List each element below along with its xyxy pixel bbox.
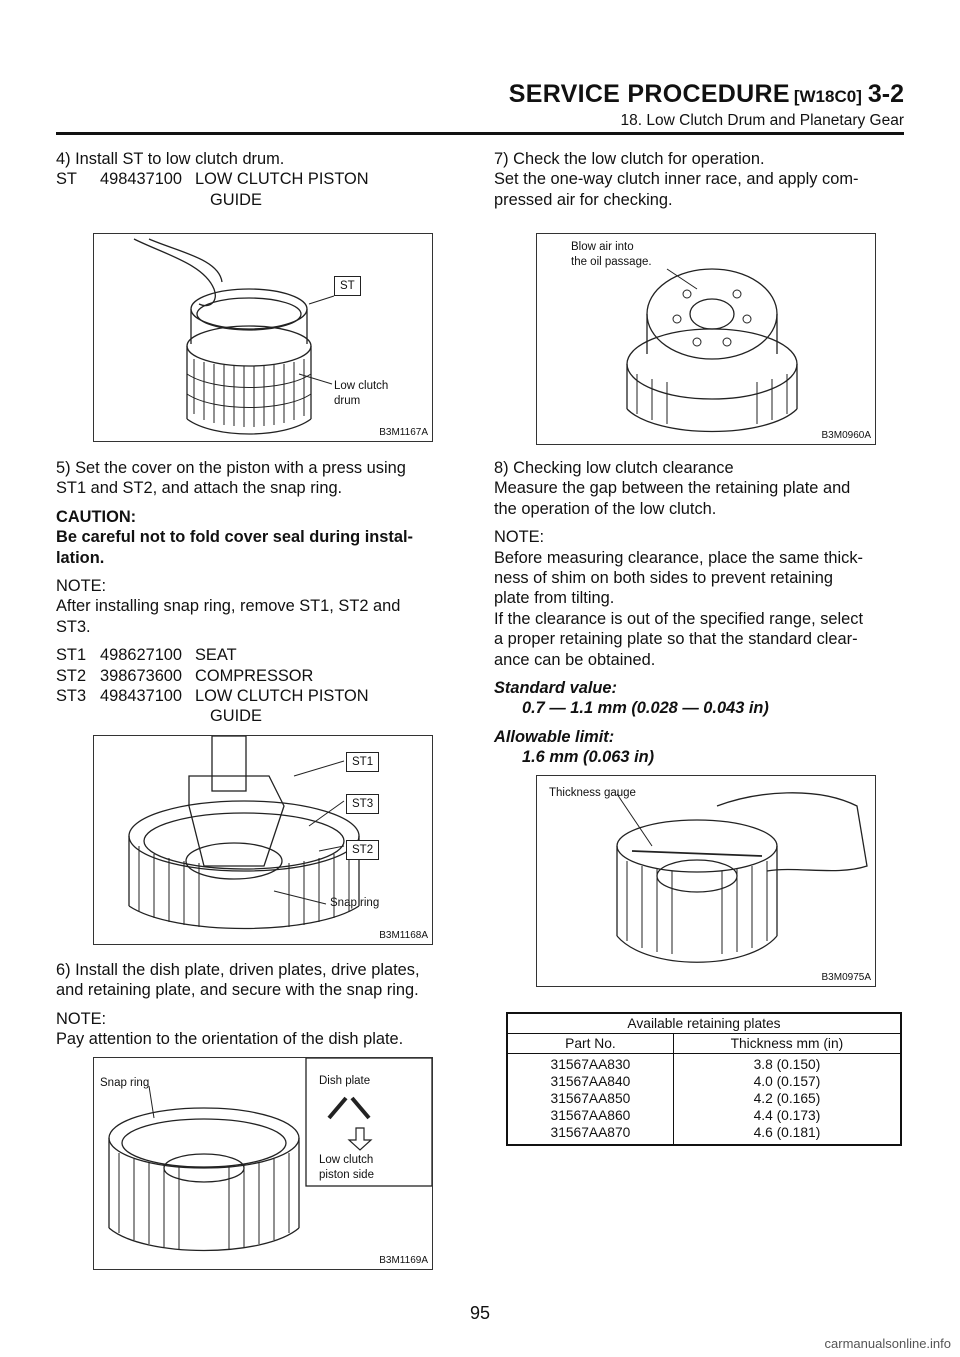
- caution-line1: Be careful not to fold cover seal during instal-: [56, 528, 414, 547]
- callout-st2: ST2: [346, 840, 379, 860]
- tool-id: ST1: [56, 646, 87, 665]
- tool-name-cont: GUIDE: [210, 190, 262, 209]
- note-line2: ST3.: [56, 617, 91, 636]
- standard-value-label: Standard value:: [494, 679, 617, 698]
- step8-line2: Measure the gap between the retaining plate and: [494, 479, 851, 498]
- tool-name-cont: GUIDE: [210, 707, 262, 726]
- callout-thickness-gauge: Thickness gauge: [549, 787, 636, 799]
- figure-dish-plate: [93, 1057, 433, 1270]
- tool-name: SEAT: [195, 646, 237, 665]
- figure-air-check: [536, 233, 876, 445]
- table-thickness-cell: 3.8 (0.150) 4.0 (0.157) 4.2 (0.165) 4.4 (0.173) 4.6 (0.181): [753, 1057, 821, 1140]
- callout-drum-2: drum: [334, 395, 361, 407]
- note-line1: Pay attention to the orientation of the dish plate.: [56, 1030, 404, 1049]
- step5-line1: 5) Set the cover on the piston with a press using: [56, 459, 406, 477]
- tool-id: ST2: [56, 666, 87, 685]
- table-caption: Available retaining plates: [507, 1013, 901, 1034]
- step5-line2: ST1 and ST2, and attach the snap ring.: [56, 479, 343, 498]
- note-line4: If the clearance is out of the specified range, select: [494, 609, 864, 628]
- step6-line1: 6) Install the dish plate, driven plates, drive plates,: [56, 961, 420, 979]
- figure-code: B3M1167A: [379, 427, 428, 438]
- allowable-limit-label: Allowable limit:: [494, 727, 615, 746]
- note-line5: a proper retaining plate so that the standard clear-: [494, 630, 858, 649]
- allowable-limit-value: 1.6 mm (0.063 in): [522, 748, 655, 767]
- tool-name: LOW CLUTCH PISTON: [195, 687, 369, 706]
- note-line6: ance can be obtained.: [494, 650, 656, 669]
- callout-air-1: Blow air into: [571, 241, 634, 253]
- note-line3: plate from tilting.: [494, 589, 615, 608]
- header-code: [W18C0]: [793, 87, 862, 106]
- step6-block: [56, 960, 466, 1050]
- caution-line2: lation.: [56, 548, 105, 567]
- callout-st1: ST1: [346, 752, 379, 772]
- tool-row: [56, 686, 466, 706]
- step5-block: [56, 458, 466, 727]
- header-rule: [56, 132, 904, 135]
- figure-st-install: [93, 233, 433, 442]
- clutch-drum-illustration: [94, 234, 432, 441]
- step7-line3: pressed air for checking.: [494, 190, 673, 209]
- tool-id: ST: [56, 170, 77, 189]
- callout-snap-ring: Snap ring: [100, 1077, 150, 1089]
- caution-title: CAUTION:: [56, 507, 137, 526]
- tool-row: [56, 666, 466, 686]
- table-header-part-no: Part No.: [507, 1034, 673, 1054]
- figure-thickness-gauge: [536, 775, 876, 987]
- step7-block: [494, 149, 904, 210]
- callout-st3: ST3: [346, 794, 379, 814]
- tool-part: 498437100: [100, 687, 183, 706]
- tool-name: LOW CLUTCH PISTON: [195, 170, 369, 189]
- step8-line3: the operation of the low clutch.: [494, 499, 717, 518]
- step7-line1: 7) Check the low clutch for operation.: [494, 150, 765, 168]
- step4-block: [56, 149, 466, 210]
- standard-value: 0.7 — 1.1 mm (0.028 — 0.043 in): [522, 699, 769, 718]
- note-line2: ness of shim on both sides to prevent retaining: [494, 569, 833, 588]
- note-title: NOTE:: [494, 528, 545, 547]
- callout-air-2: the oil passage.: [571, 256, 652, 268]
- watermark[interactable]: carmanualsonline.info: [824, 1336, 951, 1351]
- table-header-thickness: Thickness mm (in): [673, 1034, 901, 1054]
- header-title: SERVICE PROCEDURE: [508, 80, 790, 108]
- step8-block: [494, 458, 904, 768]
- figure-code: B3M0960A: [821, 430, 871, 441]
- tool-part: 498627100: [100, 646, 183, 665]
- step4-text: 4) Install ST to low clutch drum.: [56, 150, 285, 168]
- note-title: NOTE:: [56, 577, 107, 596]
- header-section: 3-2: [867, 80, 904, 108]
- figure-code: B3M1168A: [379, 930, 428, 941]
- thickness-gauge-illustration: [537, 776, 875, 986]
- callout-low-clutch-1: Low clutch: [319, 1154, 374, 1166]
- step4-tool: [56, 169, 466, 189]
- step6-line2: and retaining plate, and secure with the snap ring.: [56, 981, 419, 1000]
- step7-line2: Set the one-way clutch inner race, and apply com-: [494, 170, 859, 189]
- header-subtitle: 18. Low Clutch Drum and Planetary Gear: [620, 112, 904, 129]
- tool-part: 498437100: [100, 170, 183, 189]
- callout-dish-plate: Dish plate: [319, 1075, 371, 1087]
- figure-code: B3M0975A: [821, 972, 871, 983]
- figure-piston-press: [93, 735, 433, 945]
- tool-id: ST3: [56, 687, 87, 706]
- callout-snap-ring: Snap ring: [330, 897, 380, 909]
- page-header: [0, 80, 904, 109]
- page-number: 95: [469, 1303, 491, 1323]
- table-row: [507, 1054, 901, 1146]
- hand-outline: [717, 793, 867, 871]
- tool-name: COMPRESSOR: [195, 666, 314, 685]
- callout-drum-1: Low clutch: [334, 380, 389, 392]
- callout-st: ST: [334, 276, 361, 296]
- tool-row: [56, 645, 466, 665]
- table-parts-cell: 31567AA830 31567AA840 31567AA850 31567AA860 31567AA870: [507, 1054, 673, 1146]
- note-line1: After installing snap ring, remove ST1, ST2 and: [56, 597, 401, 616]
- retaining-plates-table: [506, 1012, 902, 1146]
- note-line1: Before measuring clearance, place the same thick-: [494, 548, 863, 567]
- note-title: NOTE:: [56, 1009, 107, 1028]
- tool-part: 398673600: [100, 666, 183, 685]
- step8-line1: 8) Checking low clutch clearance: [494, 459, 734, 477]
- callout-low-clutch-2: piston side: [319, 1169, 374, 1181]
- figure-code: B3M1169A: [379, 1255, 428, 1266]
- press-illustration: [94, 736, 432, 944]
